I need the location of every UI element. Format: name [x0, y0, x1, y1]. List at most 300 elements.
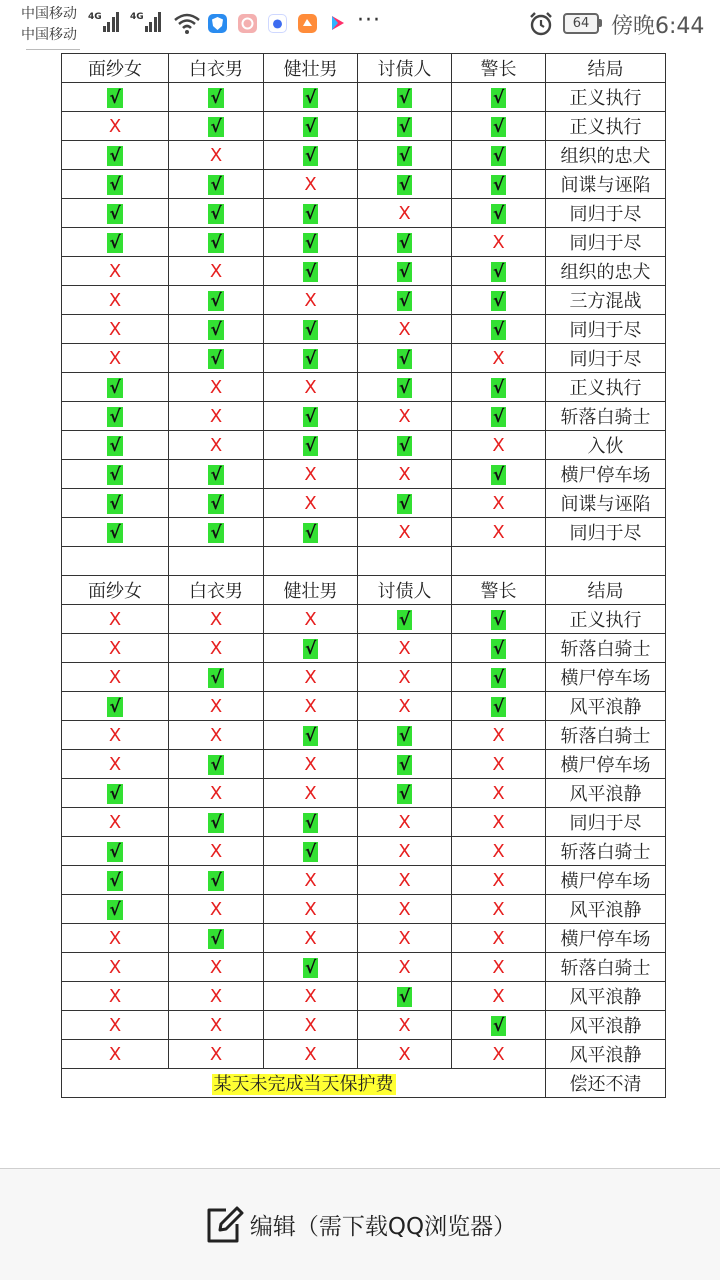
mark-cell	[264, 982, 358, 1011]
cross-mark: X	[398, 318, 411, 340]
table-row	[62, 431, 666, 460]
mark-cell	[264, 286, 358, 315]
mark-cell	[62, 141, 169, 170]
empty-cell	[546, 547, 666, 576]
check-mark: √	[492, 638, 505, 659]
cross-mark: X	[209, 405, 223, 427]
cross-mark: X	[209, 637, 223, 659]
mark-cell	[358, 1040, 452, 1069]
result-cell: 风平浪静	[546, 692, 666, 721]
check-mark: √	[304, 348, 317, 369]
mark-cell	[62, 170, 169, 199]
cross-mark: X	[304, 492, 317, 514]
cross-mark: X	[209, 840, 223, 862]
mark-cell	[62, 982, 169, 1011]
check-mark: √	[398, 493, 411, 514]
mark-cell	[62, 953, 169, 982]
check-mark: √	[109, 145, 121, 166]
cross-mark: X	[304, 695, 317, 717]
cross-mark: X	[492, 521, 505, 543]
header-row	[62, 54, 666, 83]
cross-mark: X	[108, 956, 122, 978]
column-header: 结局	[546, 54, 666, 83]
check-mark: √	[109, 696, 121, 717]
cross-mark: X	[492, 927, 505, 949]
mark-cell	[264, 83, 358, 112]
check-mark: √	[304, 957, 317, 978]
check-mark: √	[210, 348, 222, 369]
mark-cell	[169, 1040, 264, 1069]
divider	[26, 49, 80, 50]
result-cell: 正义执行	[546, 83, 666, 112]
result-cell: 同归于尽	[546, 518, 666, 547]
check-mark: √	[304, 319, 317, 340]
check-mark: √	[398, 174, 411, 195]
cross-mark: X	[304, 463, 317, 485]
column-header: 面纱女	[62, 576, 169, 605]
cross-mark: X	[304, 289, 317, 311]
app-icon	[298, 14, 317, 33]
check-mark: √	[109, 899, 121, 920]
cross-mark: X	[398, 898, 411, 920]
mark-cell	[169, 315, 264, 344]
mark-cell	[358, 663, 452, 692]
mark-cell	[62, 779, 169, 808]
check-mark: √	[492, 203, 505, 224]
table-row	[62, 721, 666, 750]
mark-cell	[169, 605, 264, 634]
cross-mark: X	[492, 231, 505, 253]
cross-mark: X	[304, 782, 317, 804]
check-mark: √	[304, 203, 317, 224]
check-mark: √	[304, 522, 317, 543]
mark-cell	[452, 663, 546, 692]
check-mark: √	[304, 435, 317, 456]
check-mark: √	[492, 696, 505, 717]
column-header: 面纱女	[62, 54, 169, 83]
empty-cell	[169, 547, 264, 576]
result-cell: 正义执行	[546, 112, 666, 141]
cross-mark: X	[304, 985, 317, 1007]
cross-mark: X	[492, 724, 505, 746]
result-cell: 斩落白骑士	[546, 953, 666, 982]
mark-cell	[62, 112, 169, 141]
check-mark: √	[109, 232, 121, 253]
table-row	[62, 489, 666, 518]
alarm-icon	[528, 11, 554, 37]
check-mark: √	[492, 1015, 505, 1036]
cross-mark: X	[304, 666, 317, 688]
cross-mark: X	[492, 782, 505, 804]
mark-cell	[358, 982, 452, 1011]
check-mark: √	[398, 348, 411, 369]
mark-cell	[169, 518, 264, 547]
column-header: 讨债人	[358, 576, 452, 605]
cross-mark: X	[492, 434, 505, 456]
mark-cell	[264, 257, 358, 286]
check-mark: √	[109, 174, 121, 195]
mark-cell	[62, 257, 169, 286]
result-cell: 斩落白骑士	[546, 837, 666, 866]
cross-mark: X	[492, 956, 505, 978]
mark-cell	[452, 866, 546, 895]
cross-mark: X	[398, 463, 411, 485]
check-mark: √	[109, 87, 121, 108]
mark-cell	[62, 1011, 169, 1040]
cross-mark: X	[492, 1043, 505, 1065]
table-row	[62, 112, 666, 141]
mark-cell	[62, 518, 169, 547]
empty-cell	[452, 547, 546, 576]
table-row	[62, 924, 666, 953]
status-bar	[0, 0, 720, 50]
edit-button[interactable]	[0, 1168, 720, 1280]
cross-mark: X	[398, 695, 411, 717]
mark-cell	[358, 605, 452, 634]
result-cell: 同归于尽	[546, 344, 666, 373]
mark-cell	[452, 199, 546, 228]
cross-mark: X	[108, 637, 122, 659]
mark-cell	[452, 170, 546, 199]
mark-cell	[62, 431, 169, 460]
mark-cell	[358, 112, 452, 141]
mark-cell	[62, 83, 169, 112]
mark-cell	[452, 1011, 546, 1040]
cross-mark: X	[209, 434, 223, 456]
mark-cell	[264, 837, 358, 866]
check-mark: √	[492, 261, 505, 282]
mark-cell	[264, 402, 358, 431]
check-mark: √	[398, 609, 411, 630]
mark-cell	[169, 112, 264, 141]
check-mark: √	[398, 116, 411, 137]
mark-cell	[264, 518, 358, 547]
mark-cell	[169, 779, 264, 808]
app-icon	[238, 14, 257, 33]
cross-mark: X	[398, 637, 411, 659]
result-cell: 同归于尽	[546, 808, 666, 837]
cross-mark: X	[304, 869, 317, 891]
table-row	[62, 837, 666, 866]
cross-mark: X	[398, 927, 411, 949]
empty-cell	[62, 547, 169, 576]
cross-mark: X	[209, 1014, 223, 1036]
carrier-1: 中国移动	[21, 6, 77, 22]
mark-cell	[169, 228, 264, 257]
check-mark: √	[210, 754, 222, 775]
column-header: 健壮男	[264, 54, 358, 83]
mark-cell	[358, 373, 452, 402]
mark-cell	[264, 141, 358, 170]
browser-app-icon	[208, 14, 227, 33]
mark-cell	[62, 228, 169, 257]
check-mark: √	[492, 87, 505, 108]
cross-mark: X	[209, 144, 223, 166]
check-mark: √	[210, 522, 222, 543]
check-mark: √	[109, 522, 121, 543]
mark-cell	[452, 634, 546, 663]
cross-mark: X	[304, 927, 317, 949]
result-cell: 横尸停车场	[546, 924, 666, 953]
result-cell: 横尸停车场	[546, 460, 666, 489]
check-mark: √	[210, 812, 222, 833]
mark-cell	[452, 315, 546, 344]
header-row	[62, 576, 666, 605]
mark-cell	[62, 692, 169, 721]
cross-mark: X	[398, 956, 411, 978]
mark-cell	[264, 866, 358, 895]
mark-cell	[62, 373, 169, 402]
mark-cell	[452, 518, 546, 547]
mark-cell	[62, 895, 169, 924]
check-mark: √	[304, 841, 317, 862]
mark-cell	[62, 808, 169, 837]
cross-mark: X	[209, 695, 223, 717]
mark-cell	[62, 605, 169, 634]
check-mark: √	[398, 87, 411, 108]
mark-cell	[169, 663, 264, 692]
mark-cell	[452, 228, 546, 257]
mark-cell	[452, 924, 546, 953]
table-row	[62, 1011, 666, 1040]
check-mark: √	[109, 406, 121, 427]
cross-mark: X	[304, 898, 317, 920]
check-mark: √	[304, 261, 317, 282]
mark-cell	[169, 489, 264, 518]
cross-mark: X	[398, 405, 411, 427]
check-mark: √	[492, 174, 505, 195]
table-row	[62, 953, 666, 982]
mark-cell	[264, 315, 358, 344]
check-mark: √	[492, 319, 505, 340]
mark-cell	[452, 982, 546, 1011]
mark-cell	[264, 170, 358, 199]
mark-cell	[358, 779, 452, 808]
cross-mark: X	[492, 492, 505, 514]
empty-cell	[264, 547, 358, 576]
result-cell: 组织的忠犬	[546, 141, 666, 170]
result-cell: 横尸停车场	[546, 750, 666, 779]
edit-icon	[204, 1204, 244, 1246]
mark-cell	[358, 460, 452, 489]
mark-cell	[452, 112, 546, 141]
cross-mark: X	[492, 869, 505, 891]
mark-cell	[264, 634, 358, 663]
mark-cell	[169, 634, 264, 663]
cross-mark: X	[304, 608, 317, 630]
app-icon	[268, 14, 287, 33]
result-cell: 横尸停车场	[546, 663, 666, 692]
mark-cell	[358, 141, 452, 170]
mark-cell	[62, 924, 169, 953]
cross-mark: X	[492, 840, 505, 862]
table-row	[62, 692, 666, 721]
check-mark: √	[398, 290, 411, 311]
column-header: 警长	[452, 54, 546, 83]
table-row	[62, 228, 666, 257]
cross-mark: X	[492, 753, 505, 775]
mark-cell	[62, 315, 169, 344]
mark-cell	[358, 808, 452, 837]
check-mark: √	[210, 928, 222, 949]
more-icon: ···	[357, 8, 381, 33]
cross-mark: X	[209, 376, 223, 398]
result-cell: 间谍与诬陷	[546, 489, 666, 518]
mark-cell	[452, 721, 546, 750]
mark-cell	[358, 750, 452, 779]
mark-cell	[452, 83, 546, 112]
mark-cell	[452, 286, 546, 315]
check-mark: √	[304, 638, 317, 659]
check-mark: √	[398, 261, 411, 282]
cross-mark: X	[304, 1043, 317, 1065]
mark-cell	[358, 199, 452, 228]
mark-cell	[452, 837, 546, 866]
check-mark: √	[304, 812, 317, 833]
mark-cell	[62, 460, 169, 489]
result-cell: 三方混战	[546, 286, 666, 315]
cross-mark: X	[304, 376, 317, 398]
result-cell: 同归于尽	[546, 315, 666, 344]
table-row	[62, 518, 666, 547]
check-mark: √	[210, 493, 222, 514]
signal-icon: 4G	[88, 12, 121, 32]
mark-cell	[452, 460, 546, 489]
mark-cell	[169, 1011, 264, 1040]
mark-cell	[358, 344, 452, 373]
mark-cell	[62, 199, 169, 228]
battery-icon: 64	[563, 13, 599, 34]
cross-mark: X	[304, 1014, 317, 1036]
cross-mark: X	[209, 898, 223, 920]
mark-cell	[264, 228, 358, 257]
result-cell: 组织的忠犬	[546, 257, 666, 286]
clock: 傍晚6:44	[611, 14, 705, 39]
mark-cell	[452, 141, 546, 170]
check-mark: √	[210, 203, 222, 224]
check-mark: √	[398, 435, 411, 456]
check-mark: √	[304, 87, 317, 108]
footer-note-cell	[62, 1069, 546, 1098]
mark-cell	[169, 170, 264, 199]
column-header: 讨债人	[358, 54, 452, 83]
check-mark: √	[109, 203, 121, 224]
cross-mark: X	[209, 724, 223, 746]
cross-mark: X	[209, 608, 223, 630]
column-header: 白衣男	[169, 576, 264, 605]
mark-cell	[169, 141, 264, 170]
mark-cell	[358, 953, 452, 982]
mark-cell	[358, 431, 452, 460]
mark-cell	[62, 402, 169, 431]
check-mark: √	[210, 174, 222, 195]
table-row	[62, 634, 666, 663]
result-cell: 入伙	[546, 431, 666, 460]
cross-mark: X	[108, 753, 122, 775]
mark-cell	[358, 1011, 452, 1040]
mark-cell	[358, 402, 452, 431]
table-row	[62, 373, 666, 402]
column-header: 健壮男	[264, 576, 358, 605]
cross-mark: X	[398, 869, 411, 891]
mark-cell	[169, 808, 264, 837]
table-row	[62, 257, 666, 286]
check-mark: √	[109, 464, 121, 485]
table-row	[62, 83, 666, 112]
check-mark: √	[304, 725, 317, 746]
cross-mark: X	[108, 666, 122, 688]
cross-mark: X	[209, 782, 223, 804]
wifi-icon	[173, 12, 201, 34]
result-cell: 间谍与诬陷	[546, 170, 666, 199]
mark-cell	[264, 721, 358, 750]
cross-mark: X	[108, 811, 122, 833]
mark-cell	[169, 866, 264, 895]
mark-cell	[358, 866, 452, 895]
cross-mark: X	[108, 1014, 122, 1036]
result-cell: 风平浪静	[546, 1040, 666, 1069]
mark-cell	[452, 895, 546, 924]
mark-cell	[169, 344, 264, 373]
mark-cell	[264, 1011, 358, 1040]
mark-cell	[358, 489, 452, 518]
check-mark: √	[304, 116, 317, 137]
mark-cell	[358, 257, 452, 286]
result-cell: 风平浪静	[546, 982, 666, 1011]
cross-mark: X	[209, 956, 223, 978]
cross-mark: X	[398, 1043, 411, 1065]
mark-cell	[264, 489, 358, 518]
mark-cell	[264, 895, 358, 924]
cross-mark: X	[108, 608, 122, 630]
table-row	[62, 141, 666, 170]
check-mark: √	[304, 145, 317, 166]
mark-cell	[169, 460, 264, 489]
mark-cell	[169, 924, 264, 953]
mark-cell	[62, 344, 169, 373]
check-mark: √	[492, 406, 505, 427]
check-mark: √	[398, 783, 411, 804]
cross-mark: X	[398, 666, 411, 688]
cross-mark: X	[492, 347, 505, 369]
mark-cell	[452, 750, 546, 779]
cross-mark: X	[209, 985, 223, 1007]
mark-cell	[452, 953, 546, 982]
mark-cell	[264, 953, 358, 982]
cross-mark: X	[108, 985, 122, 1007]
mark-cell	[169, 431, 264, 460]
cross-mark: X	[398, 811, 411, 833]
mark-cell	[62, 837, 169, 866]
table-row	[62, 605, 666, 634]
table-row	[62, 1040, 666, 1069]
check-mark: √	[304, 232, 317, 253]
mark-cell	[264, 750, 358, 779]
cross-mark: X	[492, 811, 505, 833]
result-cell: 风平浪静	[546, 895, 666, 924]
table-row	[62, 170, 666, 199]
mark-cell	[452, 431, 546, 460]
mark-cell	[264, 692, 358, 721]
mark-cell	[264, 460, 358, 489]
column-header: 警长	[452, 576, 546, 605]
result-cell: 斩落白骑士	[546, 721, 666, 750]
mark-cell	[169, 257, 264, 286]
column-header: 结局	[546, 576, 666, 605]
check-mark: √	[109, 783, 121, 804]
check-mark: √	[210, 464, 222, 485]
check-mark: √	[109, 841, 121, 862]
